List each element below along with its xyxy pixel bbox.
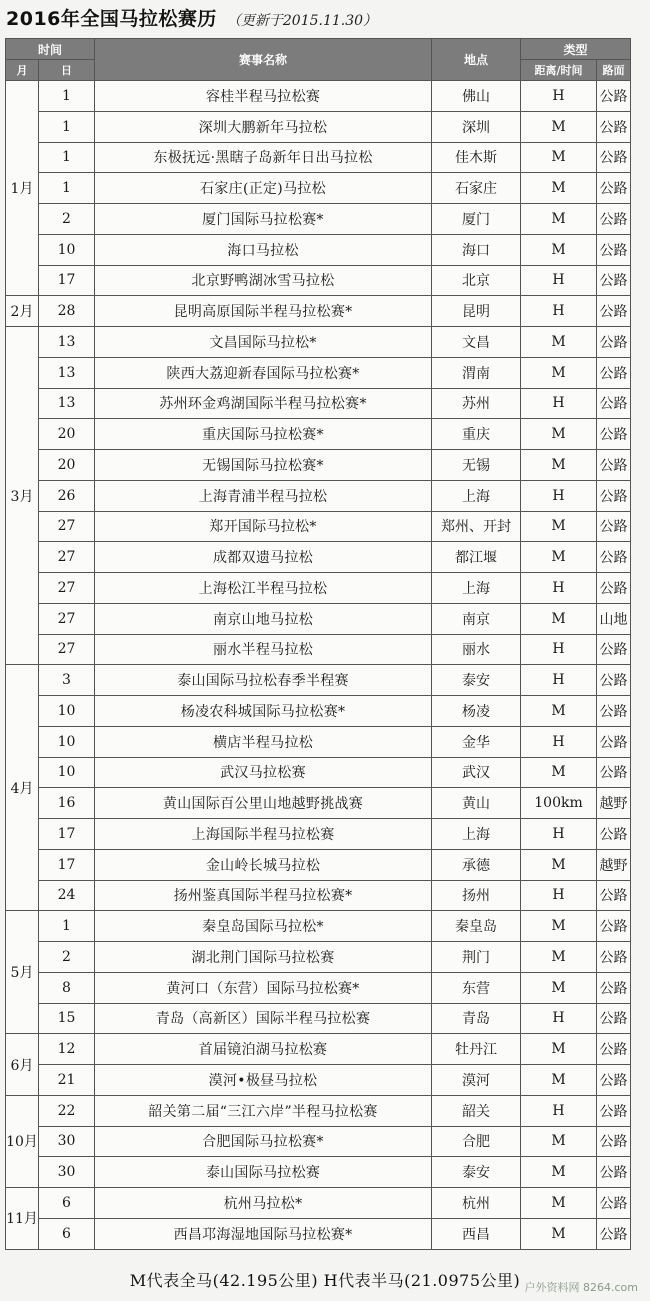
location-cell: 重庆 — [432, 419, 521, 450]
day-cell: 17 — [39, 849, 95, 880]
event-name-cell: 石家庄(正定)马拉松 — [95, 173, 432, 204]
surface-cell: 公路 — [597, 511, 631, 542]
table-row — [6, 111, 631, 142]
location-cell: 漠河 — [432, 1065, 521, 1096]
event-name-cell: 青岛（高新区）国际半程马拉松赛 — [95, 1003, 432, 1034]
location-cell: 荆门 — [432, 942, 521, 973]
location-cell: 上海 — [432, 480, 521, 511]
table-row — [6, 173, 631, 204]
event-name-cell: 上海国际半程马拉松赛 — [95, 819, 432, 850]
table-row — [6, 603, 631, 634]
event-name-cell: 泰山国际马拉松春季半程赛 — [95, 665, 432, 696]
table-row — [6, 1157, 631, 1188]
day-cell: 20 — [39, 419, 95, 450]
table-row — [6, 480, 631, 511]
table-row — [6, 388, 631, 419]
table-row — [6, 142, 631, 173]
distance-cell: M — [521, 357, 597, 388]
surface-cell: 公路 — [597, 357, 631, 388]
day-cell: 27 — [39, 603, 95, 634]
distance-cell: H — [521, 880, 597, 911]
event-name-cell: 重庆国际马拉松赛* — [95, 419, 432, 450]
updated-note: （更新于2015.11.30） — [226, 13, 378, 29]
distance-cell: H — [521, 819, 597, 850]
event-name-cell: 无锡国际马拉松赛* — [95, 450, 432, 481]
event-name-cell: 郑开国际马拉松* — [95, 511, 432, 542]
distance-cell: H — [521, 265, 597, 296]
surface-cell: 公路 — [597, 880, 631, 911]
event-name-cell: 秦皇岛国际马拉松* — [95, 911, 432, 942]
surface-cell: 越野 — [597, 788, 631, 819]
location-cell: 苏州 — [432, 388, 521, 419]
event-name-cell: 西昌邛海湿地国际马拉松赛* — [95, 1218, 432, 1249]
table-row — [6, 573, 631, 604]
table-row — [6, 265, 631, 296]
distance-cell: M — [521, 419, 597, 450]
event-name-cell: 文昌国际马拉松* — [95, 327, 432, 358]
event-name-cell: 泰山国际马拉松赛 — [95, 1157, 432, 1188]
day-cell: 3 — [39, 665, 95, 696]
location-cell: 扬州 — [432, 880, 521, 911]
table-row — [6, 634, 631, 665]
day-cell: 27 — [39, 511, 95, 542]
table-row — [6, 1095, 631, 1126]
location-cell: 秦皇岛 — [432, 911, 521, 942]
day-cell: 13 — [39, 357, 95, 388]
table-row — [6, 450, 631, 481]
distance-cell: H — [521, 634, 597, 665]
distance-cell: M — [521, 972, 597, 1003]
day-cell: 27 — [39, 542, 95, 573]
table-row — [6, 972, 631, 1003]
distance-cell: M — [521, 1188, 597, 1219]
event-name-cell: 湖北荆门国际马拉松赛 — [95, 942, 432, 973]
month-cell: 3月 — [6, 327, 39, 665]
distance-cell: H — [521, 665, 597, 696]
day-cell: 21 — [39, 1065, 95, 1096]
table-row — [6, 357, 631, 388]
surface-cell: 公路 — [597, 1034, 631, 1065]
event-name-cell: 深圳大鹏新年马拉松 — [95, 111, 432, 142]
location-cell: 郑州、开封 — [432, 511, 521, 542]
day-cell: 26 — [39, 480, 95, 511]
event-name-cell: 合肥国际马拉松赛* — [95, 1126, 432, 1157]
location-cell: 杭州 — [432, 1188, 521, 1219]
month-cell: 6月 — [6, 1034, 39, 1096]
table-row — [6, 1034, 631, 1065]
location-cell: 石家庄 — [432, 173, 521, 204]
table-row — [6, 204, 631, 235]
distance-cell: M — [521, 142, 597, 173]
event-name-cell: 扬州鉴真国际半程马拉松赛* — [95, 880, 432, 911]
month-cell: 5月 — [6, 911, 39, 1034]
distance-cell: M — [521, 111, 597, 142]
day-cell: 28 — [39, 296, 95, 327]
event-name-cell: 首届镜泊湖马拉松赛 — [95, 1034, 432, 1065]
event-name-cell: 成都双遗马拉松 — [95, 542, 432, 573]
location-cell: 南京 — [432, 603, 521, 634]
distance-cell: M — [521, 696, 597, 727]
day-cell: 13 — [39, 327, 95, 358]
distance-cell: M — [521, 942, 597, 973]
day-cell: 17 — [39, 265, 95, 296]
table-row — [6, 542, 631, 573]
table-row — [6, 911, 631, 942]
day-cell: 2 — [39, 204, 95, 235]
surface-cell: 公路 — [597, 296, 631, 327]
event-name-cell: 黄山国际百公里山地越野挑战赛 — [95, 788, 432, 819]
surface-cell: 公路 — [597, 204, 631, 235]
location-cell: 西昌 — [432, 1218, 521, 1249]
event-name-cell: 容桂半程马拉松赛 — [95, 81, 432, 112]
distance-cell: M — [521, 757, 597, 788]
distance-cell: M — [521, 511, 597, 542]
event-name-cell: 横店半程马拉松 — [95, 726, 432, 757]
distance-cell: H — [521, 296, 597, 327]
day-cell: 17 — [39, 819, 95, 850]
surface-cell: 山地 — [597, 603, 631, 634]
location-cell: 文昌 — [432, 327, 521, 358]
surface-cell: 公路 — [597, 173, 631, 204]
location-cell: 泰安 — [432, 1157, 521, 1188]
event-name-cell: 漠河•极昼马拉松 — [95, 1065, 432, 1096]
distance-cell: H — [521, 1095, 597, 1126]
surface-cell: 公路 — [597, 726, 631, 757]
table-row — [6, 511, 631, 542]
table-row — [6, 419, 631, 450]
day-cell: 27 — [39, 634, 95, 665]
title-bar — [6, 4, 646, 32]
event-name-cell: 上海青浦半程马拉松 — [95, 480, 432, 511]
event-name-cell: 黄河口（东营）国际马拉松赛* — [95, 972, 432, 1003]
location-cell: 佳木斯 — [432, 142, 521, 173]
table-row — [6, 819, 631, 850]
table-row — [6, 1003, 631, 1034]
surface-cell: 公路 — [597, 327, 631, 358]
surface-cell: 公路 — [597, 234, 631, 265]
distance-cell: H — [521, 81, 597, 112]
distance-cell: M — [521, 450, 597, 481]
header-month: 月 — [6, 60, 39, 81]
distance-cell: H — [521, 726, 597, 757]
location-cell: 武汉 — [432, 757, 521, 788]
day-cell: 10 — [39, 696, 95, 727]
month-cell: 4月 — [6, 665, 39, 911]
distance-cell: 100km — [521, 788, 597, 819]
location-cell: 都江堰 — [432, 542, 521, 573]
header-surface: 路面 — [597, 60, 631, 81]
location-cell: 黄山 — [432, 788, 521, 819]
table-row — [6, 1126, 631, 1157]
location-cell: 牡丹江 — [432, 1034, 521, 1065]
day-cell: 30 — [39, 1126, 95, 1157]
table-row — [6, 1218, 631, 1249]
table-row — [6, 849, 631, 880]
surface-cell: 公路 — [597, 81, 631, 112]
distance-cell: M — [521, 1065, 597, 1096]
distance-cell: M — [521, 603, 597, 634]
location-cell: 泰安 — [432, 665, 521, 696]
event-name-cell: 东极抚远·黑瞎子岛新年日出马拉松 — [95, 142, 432, 173]
event-name-cell: 海口马拉松 — [95, 234, 432, 265]
day-cell: 1 — [39, 173, 95, 204]
table-row — [6, 1188, 631, 1219]
surface-cell: 公路 — [597, 911, 631, 942]
table-row — [6, 1065, 631, 1096]
surface-cell: 公路 — [597, 142, 631, 173]
location-cell: 韶关 — [432, 1095, 521, 1126]
location-cell: 昆明 — [432, 296, 521, 327]
surface-cell: 公路 — [597, 419, 631, 450]
location-cell: 无锡 — [432, 450, 521, 481]
surface-cell: 公路 — [597, 1003, 631, 1034]
watermark: 户外资料网 8264.com — [524, 1281, 638, 1294]
distance-cell: M — [521, 1218, 597, 1249]
day-cell: 1 — [39, 111, 95, 142]
event-name-cell: 杨凌农科城国际马拉松赛* — [95, 696, 432, 727]
day-cell: 6 — [39, 1188, 95, 1219]
event-name-cell: 苏州环金鸡湖国际半程马拉松赛* — [95, 388, 432, 419]
distance-cell: H — [521, 480, 597, 511]
location-cell: 东营 — [432, 972, 521, 1003]
event-name-cell: 厦门国际马拉松赛* — [95, 204, 432, 235]
location-cell: 渭南 — [432, 357, 521, 388]
event-name-cell: 上海松江半程马拉松 — [95, 573, 432, 604]
table-row — [6, 327, 631, 358]
header-location: 地点 — [432, 39, 521, 81]
surface-cell: 越野 — [597, 849, 631, 880]
event-name-cell: 丽水半程马拉松 — [95, 634, 432, 665]
event-name-cell: 武汉马拉松赛 — [95, 757, 432, 788]
surface-cell: 公路 — [597, 696, 631, 727]
event-name-cell: 杭州马拉松* — [95, 1188, 432, 1219]
day-cell: 6 — [39, 1218, 95, 1249]
surface-cell: 公路 — [597, 480, 631, 511]
day-cell: 30 — [39, 1157, 95, 1188]
distance-cell: H — [521, 1003, 597, 1034]
table-row — [6, 726, 631, 757]
location-cell: 青岛 — [432, 1003, 521, 1034]
distance-cell: M — [521, 542, 597, 573]
distance-cell: M — [521, 849, 597, 880]
table-row — [6, 81, 631, 112]
distance-cell: M — [521, 1034, 597, 1065]
day-cell: 1 — [39, 142, 95, 173]
day-cell: 20 — [39, 450, 95, 481]
surface-cell: 公路 — [597, 1157, 631, 1188]
race-calendar-table — [5, 38, 631, 1250]
table-row — [6, 696, 631, 727]
location-cell: 佛山 — [432, 81, 521, 112]
location-cell: 金华 — [432, 726, 521, 757]
day-cell: 1 — [39, 911, 95, 942]
surface-cell: 公路 — [597, 388, 631, 419]
surface-cell: 公路 — [597, 665, 631, 696]
month-cell: 2月 — [6, 296, 39, 327]
table-body — [6, 81, 631, 1250]
location-cell: 海口 — [432, 234, 521, 265]
location-cell: 深圳 — [432, 111, 521, 142]
surface-cell: 公路 — [597, 1065, 631, 1096]
distance-cell: M — [521, 1157, 597, 1188]
location-cell: 上海 — [432, 819, 521, 850]
surface-cell: 公路 — [597, 819, 631, 850]
table-row — [6, 296, 631, 327]
header-distance-time: 距离/时间 — [521, 60, 597, 81]
page-title: 2016年全国马拉松赛历 — [6, 8, 217, 30]
day-cell: 10 — [39, 726, 95, 757]
day-cell: 1 — [39, 81, 95, 112]
surface-cell: 公路 — [597, 757, 631, 788]
header-event-name: 赛事名称 — [95, 39, 432, 81]
day-cell: 8 — [39, 972, 95, 1003]
day-cell: 2 — [39, 942, 95, 973]
table-header — [6, 39, 631, 81]
distance-cell: M — [521, 204, 597, 235]
surface-cell: 公路 — [597, 942, 631, 973]
surface-cell: 公路 — [597, 573, 631, 604]
event-name-cell: 昆明高原国际半程马拉松赛* — [95, 296, 432, 327]
event-name-cell: 韶关第二届“三江六岸”半程马拉松赛 — [95, 1095, 432, 1126]
day-cell: 12 — [39, 1034, 95, 1065]
surface-cell: 公路 — [597, 265, 631, 296]
location-cell: 承德 — [432, 849, 521, 880]
table-row — [6, 665, 631, 696]
day-cell: 22 — [39, 1095, 95, 1126]
location-cell: 丽水 — [432, 634, 521, 665]
event-name-cell: 北京野鸭湖冰雪马拉松 — [95, 265, 432, 296]
day-cell: 27 — [39, 573, 95, 604]
event-name-cell: 陕西大荔迎新春国际马拉松赛* — [95, 357, 432, 388]
month-cell: 1月 — [6, 81, 39, 296]
surface-cell: 公路 — [597, 1126, 631, 1157]
table-row — [6, 880, 631, 911]
event-name-cell: 南京山地马拉松 — [95, 603, 432, 634]
distance-cell: M — [521, 234, 597, 265]
distance-cell: M — [521, 911, 597, 942]
day-cell: 13 — [39, 388, 95, 419]
distance-cell: M — [521, 327, 597, 358]
location-cell: 北京 — [432, 265, 521, 296]
header-time: 时间 — [6, 39, 95, 60]
surface-cell: 公路 — [597, 1218, 631, 1249]
table-row — [6, 788, 631, 819]
distance-cell: M — [521, 1126, 597, 1157]
distance-cell: H — [521, 573, 597, 604]
location-cell: 合肥 — [432, 1126, 521, 1157]
day-cell: 10 — [39, 234, 95, 265]
surface-cell: 公路 — [597, 972, 631, 1003]
month-cell: 11月 — [6, 1188, 39, 1250]
day-cell: 24 — [39, 880, 95, 911]
distance-cell: H — [521, 388, 597, 419]
legend-footer: M代表全马(42.195公里) H代表半马(21.0975公里) — [129, 1271, 521, 1290]
day-cell: 15 — [39, 1003, 95, 1034]
distance-cell: M — [521, 173, 597, 204]
location-cell: 厦门 — [432, 204, 521, 235]
surface-cell: 公路 — [597, 1188, 631, 1219]
surface-cell: 公路 — [597, 111, 631, 142]
day-cell: 16 — [39, 788, 95, 819]
event-name-cell: 金山岭长城马拉松 — [95, 849, 432, 880]
location-cell: 杨凌 — [432, 696, 521, 727]
month-cell: 10月 — [6, 1095, 39, 1187]
surface-cell: 公路 — [597, 634, 631, 665]
surface-cell: 公路 — [597, 542, 631, 573]
header-day: 日 — [39, 60, 95, 81]
table-row — [6, 234, 631, 265]
day-cell: 10 — [39, 757, 95, 788]
header-type: 类型 — [521, 39, 631, 60]
table-row — [6, 942, 631, 973]
table-row — [6, 757, 631, 788]
surface-cell: 公路 — [597, 450, 631, 481]
surface-cell: 公路 — [597, 1095, 631, 1126]
location-cell: 上海 — [432, 573, 521, 604]
